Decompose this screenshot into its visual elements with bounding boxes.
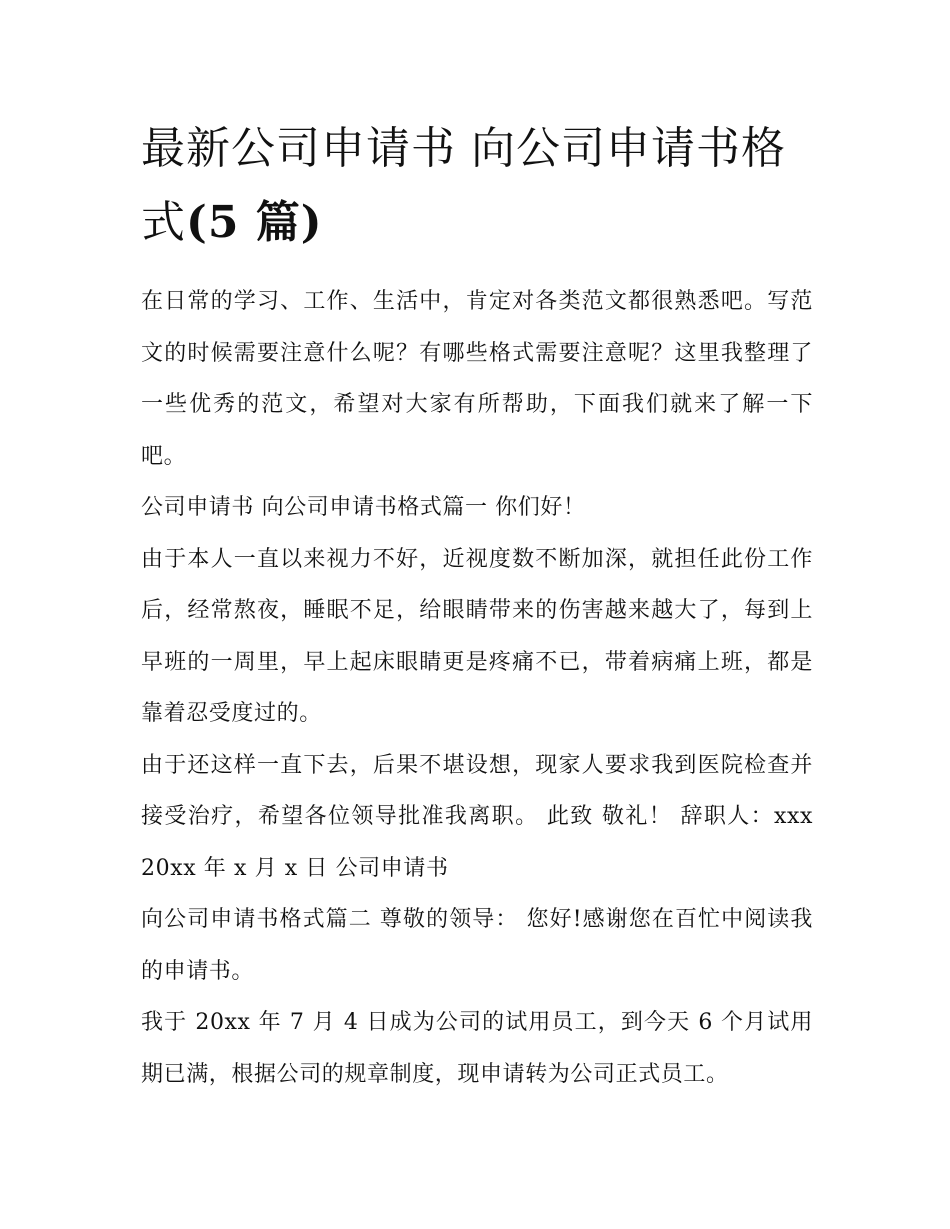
title-count: (5 篇) [186, 197, 323, 248]
body-paragraph-3: 我于 20xx 年 7 月 4 日成为公司的试用员工，到今天 6 个月试用期已满，根据公司的规章制度，现申请转为公司正式员工。 [141, 1010, 813, 1087]
section-one-heading: 公司申请书 向公司申请书格式篇一 你们好！ [141, 495, 586, 520]
body-paragraph-1: 由于本人一直以来视力不好，近视度数不断加深，就担任此份工作后，经常熬夜，睡眠不足，给眼睛带来的伤害越来越大了，每到上早班的一周里，早上起床眼睛更是疼痛不已，带着病痛上班，都是靠着忍受度过的。 [141, 546, 813, 726]
body-paragraph-2: 由于还这样一直下去，后果不堪设想，现家人要求我到医院检查并接受治疗，希望各位领导批准我离职。 此致 敬礼！ 辞职人：xxx 20xx 年 x 月 x 日 公司申请书 [141, 752, 813, 881]
document-title [141, 112, 813, 260]
section-two-heading: 向公司申请书格式篇二 尊敬的领导： 您好!感谢您在百忙中阅读我的申请书。 [141, 907, 813, 984]
intro-paragraph: 在日常的学习、工作、生活中，肯定对各类范文都很熟悉吧。写范文的时候需要注意什么呢？有哪些格式需要注意呢？这里我整理了一些优秀的范文，希望对大家有所帮助，下面我们就来了解一下吧。 [141, 289, 813, 469]
document-page [141, 112, 813, 1100]
title-text: 最新公司申请书 向公司申请书格式 [141, 123, 786, 248]
